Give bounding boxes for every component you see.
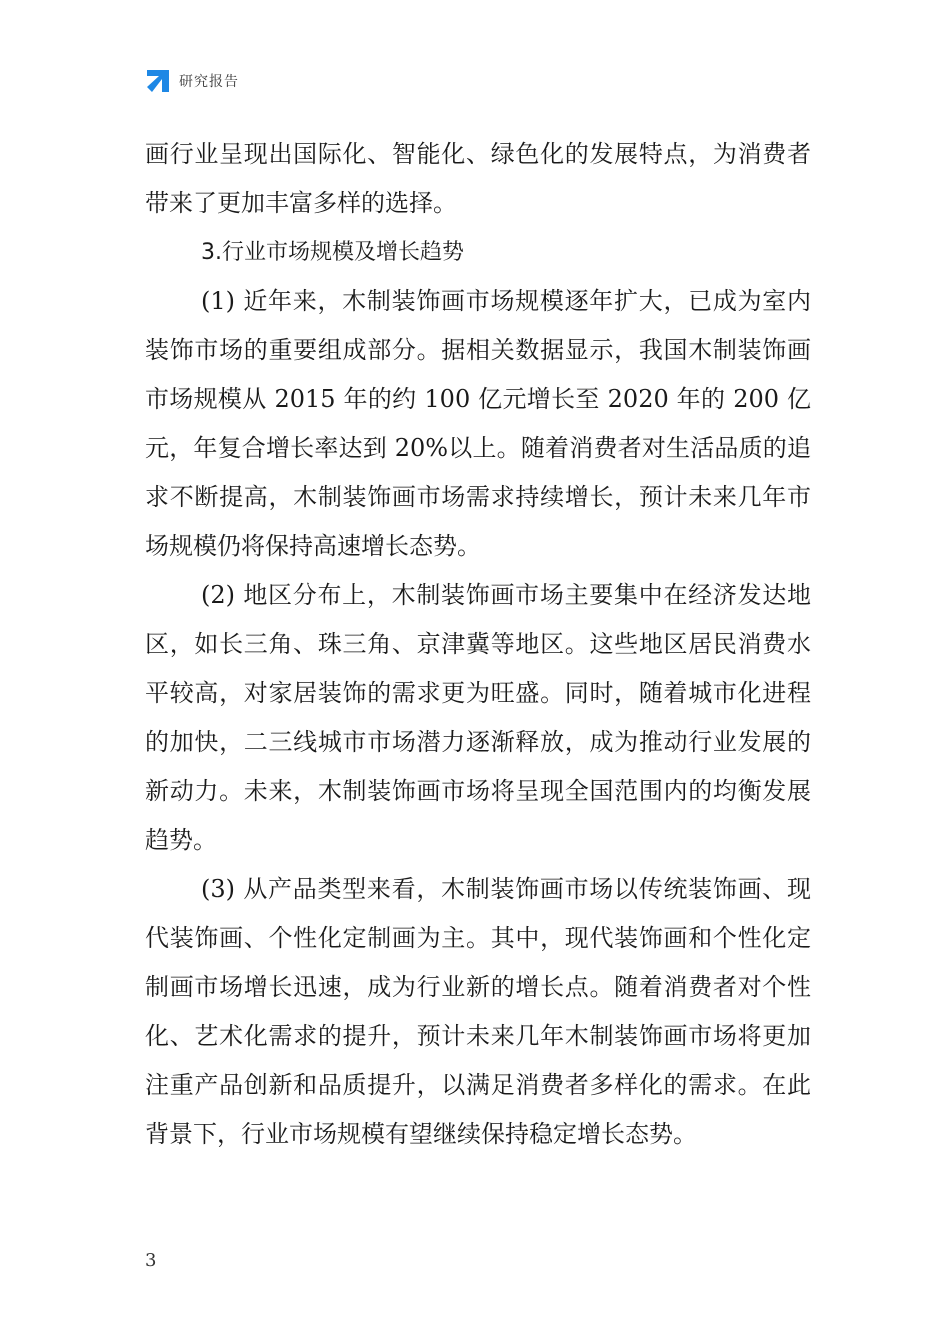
document-body <box>145 130 811 1159</box>
paragraph-product-types: (3) 从产品类型来看，木制装饰画市场以传统装饰画、现代装饰画、个性化定制画为主。其中，现代装饰画和个性化定制画市场增长迅速，成为行业新的增长点。随着消费者对个性化、艺术化需求的提升，预计未来几年木制装饰画市场将更加注重产品创新和品质提升，以满足消费者多样化的需求。在此背景下，行业市场规模有望继续保持稳定增长态势。 <box>145 875 811 1148</box>
arrow-up-right-icon <box>145 68 171 94</box>
report-header <box>145 68 239 94</box>
section-heading: 3.行业市场规模及增长趋势 <box>201 240 464 265</box>
page-number: 3 <box>145 1250 157 1271</box>
paragraph-market-size: (1) 近年来，木制装饰画市场规模逐年扩大，已成为室内装饰市场的重要组成部分。据相关数据显示，我国木制装饰画市场规模从 2015 年的约 100 亿元增长至 2020 年的 200 亿元，年复合增长率达到 20%以上。随着消费者对生活品质的追求不断提高，木制装饰画市场需求持续增长，预计未来几年市场规模仍将保持高速增长态势。 <box>145 287 811 560</box>
paragraph-regional-distribution: (2) 地区分布上，木制装饰画市场主要集中在经济发达地区，如长三角、珠三角、京津冀等地区。这些地区居民消费水平较高，对家居装饰的需求更为旺盛。同时，随着城市化进程的加快，二三线城市市场潜力逐渐释放，成为推动行业发展的新动力。未来，木制装饰画市场将呈现全国范围内的均衡发展趋势。 <box>145 581 811 854</box>
header-title: 研究报告 <box>179 74 239 90</box>
paragraph-continuation: 画行业呈现出国际化、智能化、绿色化的发展特点，为消费者带来了更加丰富多样的选择。 <box>145 140 811 217</box>
